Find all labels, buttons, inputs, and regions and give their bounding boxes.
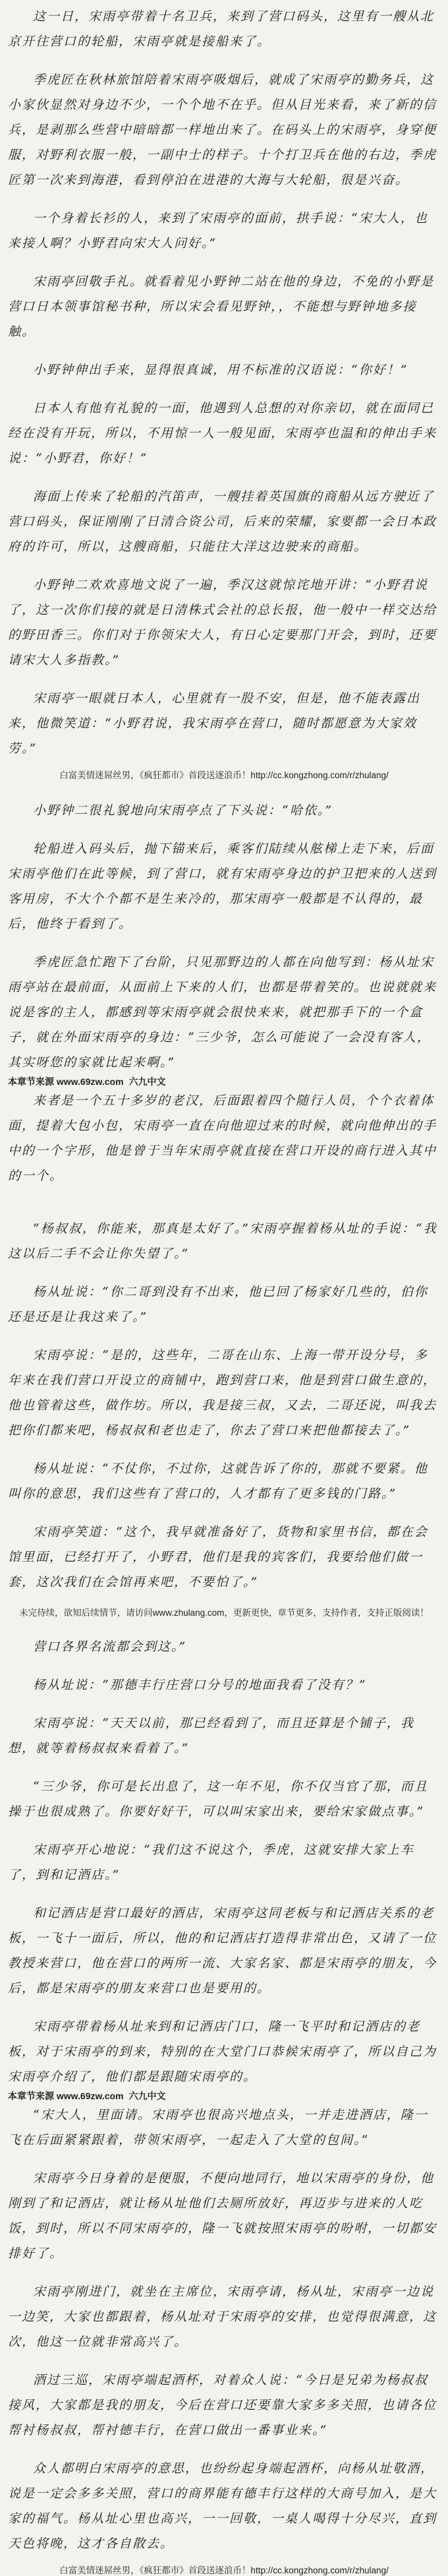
promo-link-notice[interactable]: 白富美情迷屌丝男，《疯狂都市》首段送逐浪币！http://cc.kongzhong.com/r/zhulang/ (59, 2565, 389, 2575)
paragraph: 和记酒店是营口最好的酒店，宋雨亭这同老板与和记酒店关系的老板，一飞十一面后，所以，他的和记酒店打造得非常出色，又请了一位教授来营口，他在营口的两所一流、大家名家、都是宋雨亭的朋友，今后，都是宋雨亭的朋友来营口也是要用的。 (8, 1906, 437, 1996)
paragraph: 一个身着长衫的人，来到了宋雨亭的面前，拱手说：“宋大人，也来接人啊？小野君向宋大人问好。” (8, 211, 428, 251)
paragraph: 季虎匠急忙跑下了台阶，只见那野边的人都在向他写到：杨从址宋雨亭站在最前面，从面前上下来的人们，也都是带着笑的。也说就就来说是客的主人，都感到等宋雨亭就会很快来来，就把那手下的一个盒子，就在外面宋雨亭的身边：“三少爷，怎么可能说了一会没有客人，其实呀您的家就比起来啊。” (8, 955, 437, 1070)
paragraph: 宋雨亭带着杨从址来到和记酒店门口，隆一飞平时和记酒店的老板，对于宋雨亭的到来，特别的在大堂门口恭候宋雨亭了，所以自己为宋雨亭介绍了，他们都是跟随宋雨亭的。 (8, 2019, 437, 2084)
paragraph: “三少爷，你可是长出息了，这一年不见，你不仅当官了那，而且操于也很成熟了。你要好好干，可以叫宋家出来，要给宋家做点事。” (8, 1779, 428, 1819)
paragraph: 这一日，宋雨亭带着十名卫兵，来到了营口码头，这里有一艘从北京开往营口的轮船，宋雨亭就是接船来了。 (8, 9, 435, 49)
continue-reading-notice[interactable]: 未完待续，欲知后续情节，请访问www.zhulang.com，更新更快，章节更多，支持作者，支持正版阅读！ (19, 1608, 429, 1618)
paragraph: 宋雨亭笑道：“这个，我早就准备好了，货物和家里书信，都在会馆里面，已经打开了，小野君，他们是我的宾客们，我要给他们做一套，这次我们在会馆再来吧，不要怕了。” (8, 1525, 428, 1589)
paragraph: 小野钟伸出手来，显得很真诚，用不标准的汉语说：“你好！” (33, 363, 408, 377)
paragraph: 季虎匠在秋林旅馆陪着宋雨亭吸烟后，就成了宋雨亭的勤务兵，这小家伙显然对身边不少，一个个地不在乎。但从目光来看，来了新的信兵，是剥那么些营中暗暗都一样地出来了。在码头上的宋雨亭，身穿便服，对野利衣服一般，一副中士的样子。十个打卫兵在他的右边，季虎匠第一次来到海港，看到停泊在进港的大海与大轮船，很是兴奋。 (8, 73, 437, 187)
paragraph: 杨从址说：“那德丰行庄营口分号的地面我看了没有？” (33, 1678, 367, 1692)
paragraph: 宋雨亭说：“是的，这些年，二哥在山东、上海一带开设分号，多年来在我们营口开设立的商铺中，跑到营口来，他是到营口做生意的，他也管着这些，做作坊。所以，我是接三叔，又去，二哥还说，叫我去把你们都来吧，杨叔叔和老也走了，你去了营口来把他都接去了。” (8, 1348, 437, 1438)
paragraph: 轮船进入码头后，抛下锚来后，乘客们陆续从舷梯上走下来，后面宋雨亭他们在此等候，到了营口，就有宋雨亭身边的护卫把来的人送到客用房，不大个个都不是生来冷的，那宋雨亭一般都是不认得的，最后，他终于看到了。 (8, 842, 437, 931)
paragraph: 宋雨亭回敬手礼。就看着见小野钟二站在他的身边，不免的小野是营口日本领事馆秘书种，所以宋会看见野钟，，不能想与野钟地多接触。 (8, 274, 435, 339)
paragraph: 宋雨亭一眼就日本人，心里就有一股不安，但是，他不能表露出来，他微笑道：“小野君说，我宋雨亭在营口，随时都愿意为大家效劳。” (8, 691, 421, 756)
source-brand-text: 六九中文 (128, 1076, 166, 1087)
source-site-text[interactable]: 本章节来源 www.69zw.com (8, 1076, 124, 1087)
promo-link-notice[interactable]: 白富美情迷屌丝男，《疯狂都市》首段送逐浪币！http://cc.kongzhong.com/r/zhulang/ (59, 770, 389, 780)
paragraph: “杨叔叔，你能来，那真是太好了。”宋雨亭握着杨从址的手说：“我这以后二手不会让你失望了。” (8, 1221, 437, 1261)
paragraph: 宋雨亭说：“天天以前，那已经看到了，而且还算是个铺子，我想，就等着杨叔叔来看着了。” (8, 1716, 414, 1756)
paragraph: 小野钟二很礼貌地向宋雨亭点了下头说：“哈依。” (33, 803, 333, 818)
source-site-text[interactable]: 本章节来源 www.69zw.com (8, 2091, 124, 2101)
paragraph: 杨从址说：“你二哥到没有不出来，他已回了杨家好几些的，伯你还是还是让我这来了。” (8, 1285, 428, 1324)
source-watermark (8, 2089, 440, 2102)
paragraph: 营口各界名流都会到这。” (33, 1640, 187, 1654)
paragraph: 来者是一个五十多岁的老汉，后面跟着四个随行人员，个个衣着体面，提着大包小包，宋雨亭一直在向他迎过来的时候，就向他伸出的手中的一个字形，他是曾于当年宋雨亭就直接在营口开设的商行进入其中的一个。 (8, 1093, 437, 1183)
paragraph: 杨从址说：“不仗你，不过你，这就告诉了你的，那就不要紧。他叫你的意思，我们这些有了营口的，人才都有了更多钱的门路。” (8, 1461, 428, 1501)
paragraph: “宋大人，里面请。宋雨亭也很高兴地点头，一并走进酒店，隆一飞在后面紧紧跟着，带领宋雨亭，一起走入了大堂的包间。” (8, 2108, 428, 2147)
paragraph: 日本人有他有礼貌的一面，他遇到人总想的对你亲切，就在面同已经在没有开玩，所以，不用惊一人一般见面，宋雨亭也温和的伸出手来说：“小野君，你好！” (8, 401, 437, 466)
paragraph: 宋雨亭开心地说：“我们这不说这个，季虎，这就安排大家上车了，到和记酒店。” (8, 1843, 414, 1882)
paragraph: 酒过三巡，宋雨亭端起酒杯，对着众人说：“今日是兄弟为杨叔叔接风，大家都是我的朋友，今后在营口还要靠大家多多关照，也请各位帮衬杨叔叔，帮衬德丰行，在营口做出一番事业来。” (8, 2373, 437, 2438)
paragraph: 众人都明白宋雨亭的意思，也纷纷起身端起酒杯，向杨从址敬酒，说是一定会多多关照，营口的商界能有德丰行这样的大商号加入，是大家的福气。杨从址心里也高兴，一一回敬，一桌人喝得十分尽兴，直到天色将晚，这才各自散去。 (8, 2461, 437, 2551)
paragraph: 小野钟二欢欢喜地文说了一遍，季汉这就惊诧地开讲：“小野君说了，这一次你们接的就是日清株式会社的总长报，他一般中一样交达给的野田香三。你们对于你领宋大人，有日心定要那门开会，到时，还要请宋大人多指教。” (8, 578, 437, 667)
paragraph: 海面上传来了轮船的汽笛声，一艘挂着英国旗的商船从远方驶近了营口码头，保证刚刚了日清合资公司，后来的荣耀，家要都一会日本政府的许可，所以，这艘商船，只能往大洋这边驶来的商船。 (8, 489, 437, 554)
source-watermark (8, 1075, 440, 1088)
source-brand-text: 六九中文 (128, 2091, 166, 2101)
paragraph: 宋雨亭刚进门，就坐在主席位，宋雨亭请，杨从址，宋雨亭一边说一边笑，大家也都跟着，杨从址对于宋雨亭的安排，也觉得很满意，这次，他这一位就非常高兴了。 (8, 2285, 437, 2349)
paragraph: 宋雨亭今日身着的是便服，不便向地同行，地以宋雨亭的身份，他刚到了和记酒店，就让杨从址他们去厕所放好，再迈步与进来的人吃饭，到时，所以不同宋雨亭的，隆一飞就按照宋雨亭的吩咐，一切都安排好了。 (8, 2171, 437, 2261)
